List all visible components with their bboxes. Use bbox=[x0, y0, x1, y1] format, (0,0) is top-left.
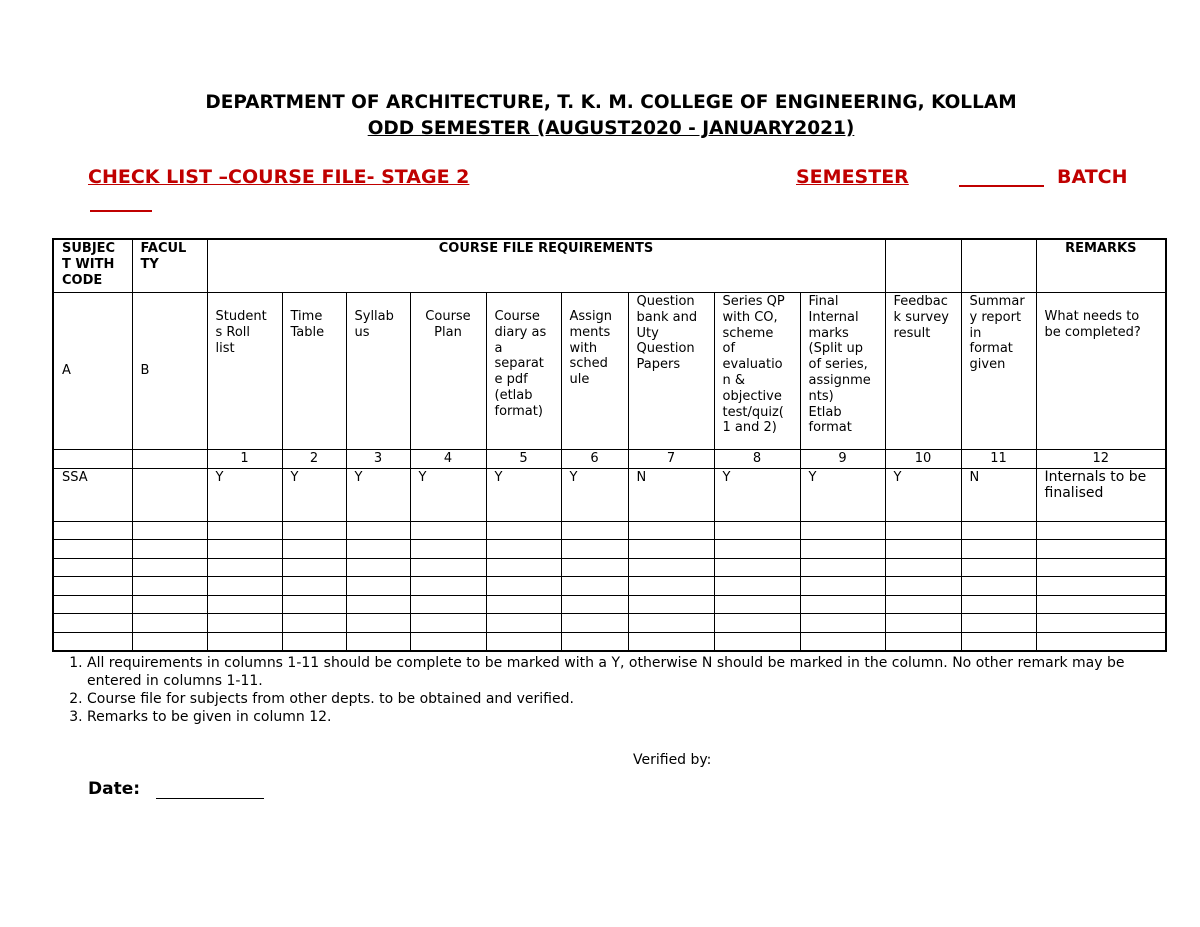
label-b: B bbox=[132, 293, 207, 450]
subject-header: SUBJEC T WITH CODE bbox=[53, 239, 132, 293]
req-roll-list: Student s Roll list bbox=[207, 293, 282, 450]
status-cell: Y bbox=[207, 468, 282, 521]
blank-header-cell bbox=[961, 239, 1036, 293]
remarks-header: REMARKS bbox=[1036, 239, 1166, 293]
column-number: 7 bbox=[628, 450, 714, 469]
status-cell: N bbox=[961, 468, 1036, 521]
status-cell: Y bbox=[885, 468, 961, 521]
semester-blank-line bbox=[959, 185, 1044, 187]
column-number: 3 bbox=[346, 450, 410, 469]
column-number: 10 bbox=[885, 450, 961, 469]
req-final-marks: Final Internal marks (Split up of series, assignme nts) Etlab format bbox=[800, 293, 885, 450]
description-row bbox=[53, 293, 1166, 450]
faculty-cell bbox=[132, 468, 207, 521]
status-cell: Y bbox=[561, 468, 628, 521]
remarks-description: What needs to be completed? bbox=[1036, 293, 1166, 450]
status-cell: Y bbox=[714, 468, 800, 521]
empty-row bbox=[53, 595, 1166, 614]
column-number: 8 bbox=[714, 450, 800, 469]
header-row bbox=[53, 239, 1166, 293]
column-number: 4 bbox=[410, 450, 486, 469]
semester-label: SEMESTER bbox=[796, 166, 909, 188]
subject-cell: SSA bbox=[53, 468, 132, 521]
req-question-bank: Question bank and Uty Question Papers bbox=[628, 293, 714, 450]
batch-label: BATCH bbox=[1057, 166, 1128, 188]
column-number: 1 bbox=[207, 450, 282, 469]
empty-row bbox=[53, 632, 1166, 651]
req-syllabus: Syllab us bbox=[346, 293, 410, 450]
table-row bbox=[53, 468, 1166, 521]
note-item: 2. Course file for subjects from other depts. to be obtained and verified. bbox=[87, 690, 1177, 708]
note-item: 3. Remarks to be given in column 12. bbox=[87, 708, 1177, 726]
status-cell: Y bbox=[346, 468, 410, 521]
requirements-header: COURSE FILE REQUIREMENTS bbox=[207, 239, 885, 293]
empty-row bbox=[53, 540, 1166, 559]
empty-row bbox=[53, 614, 1166, 633]
status-cell: Y bbox=[410, 468, 486, 521]
status-cell: Y bbox=[486, 468, 561, 521]
checklist-heading: CHECK LIST –COURSE FILE- STAGE 2 bbox=[88, 166, 470, 188]
column-number: 2 bbox=[282, 450, 346, 469]
req-course-plan: Course Plan bbox=[410, 293, 486, 450]
notes-list bbox=[60, 654, 1177, 726]
req-summary: Summar y report in format given bbox=[961, 293, 1036, 450]
column-number: 9 bbox=[800, 450, 885, 469]
note-item: 1. All requirements in columns 1-11 should be complete to be marked with a Y, otherwise N should be marked in the column. No other remark may be entered in columns 1-11. bbox=[87, 654, 1177, 690]
column-number: 5 bbox=[486, 450, 561, 469]
req-assignments: Assign ments with sched ule bbox=[561, 293, 628, 450]
empty-row bbox=[53, 558, 1166, 577]
req-time-table: Time Table bbox=[282, 293, 346, 450]
verified-by-label: Verified by: bbox=[633, 752, 712, 768]
faculty-header: FACUL TY bbox=[132, 239, 207, 293]
blank-header-cell bbox=[885, 239, 961, 293]
page-subtitle: ODD SEMESTER (AUGUST2020 - JANUARY2021) bbox=[367, 118, 855, 139]
column-number: 12 bbox=[1036, 450, 1166, 469]
date-label: Date: bbox=[88, 779, 141, 799]
req-course-diary: Course diary as a separat e pdf (etlab format) bbox=[486, 293, 561, 450]
column-number: 11 bbox=[961, 450, 1036, 469]
remarks-cell: Internals to be finalised bbox=[1036, 468, 1166, 521]
empty-row bbox=[53, 521, 1166, 540]
checklist-table bbox=[52, 238, 1167, 652]
date-blank-line bbox=[156, 798, 264, 799]
status-cell: Y bbox=[282, 468, 346, 521]
status-cell: N bbox=[628, 468, 714, 521]
page-title: DEPARTMENT OF ARCHITECTURE, T. K. M. COLLEGE OF ENGINEERING, KOLLAM bbox=[205, 92, 1017, 113]
column-number-row bbox=[53, 450, 1166, 469]
req-series-qp: Series QP with CO, scheme of evaluatio n & objective test/quiz( 1 and 2) bbox=[714, 293, 800, 450]
req-feedback: Feedbac k survey result bbox=[885, 293, 961, 450]
number-cell bbox=[132, 450, 207, 469]
column-number: 6 bbox=[561, 450, 628, 469]
batch-blank-line bbox=[90, 210, 152, 212]
status-cell: Y bbox=[800, 468, 885, 521]
empty-row bbox=[53, 577, 1166, 596]
label-a: A bbox=[53, 293, 132, 450]
number-cell bbox=[53, 450, 132, 469]
